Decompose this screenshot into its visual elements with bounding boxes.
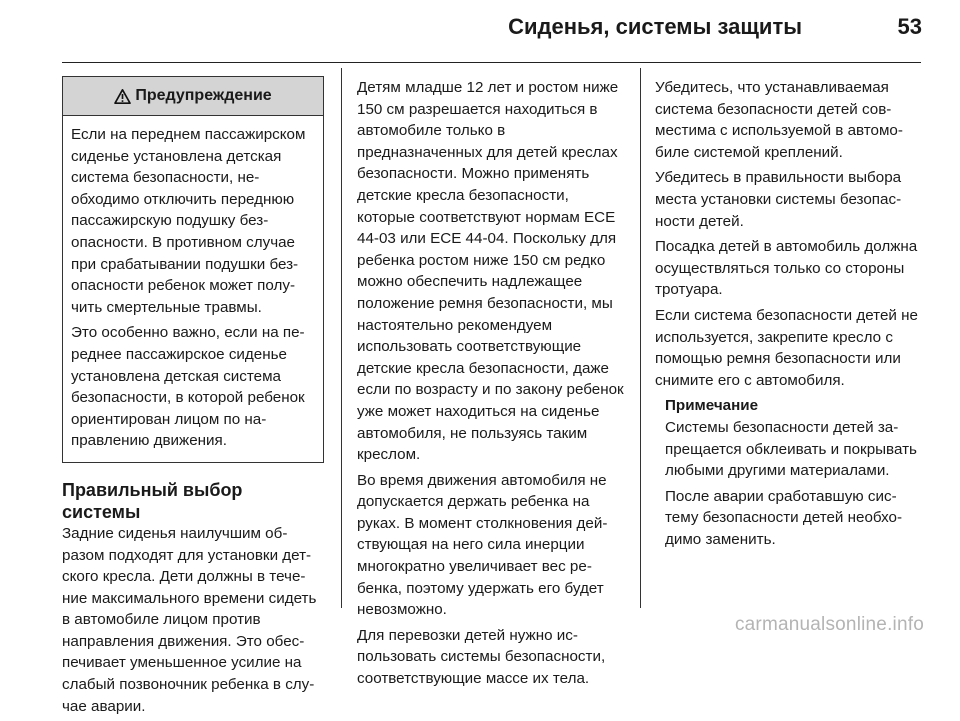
watermark: carmanualsonline.info xyxy=(734,614,924,635)
warning-header xyxy=(63,77,323,116)
section-intro-paragraph: Задние сиденья наилучшим образом подходят для установки детского кресла. Дети должны в течение максимального времени сидеть в автомобиле лицом против направления движения. Это обеспечивает уменьшенное усилие на слабый позвоночник ребенка в случае аварии. xyxy=(62,524,317,715)
body-paragraph: Во время движения автомобиля не допускается держать ребенка на руках. В момент столкновения действующая на него сила инерции многократно увеличивает вес ребенка, поэтому удержать его будет невозможно. xyxy=(357,471,608,619)
body-paragraph: Для перевозки детей нужно использовать системы безопасности, соответствующие массе их тела. xyxy=(357,626,606,688)
column-divider-1 xyxy=(341,68,342,608)
column-3 xyxy=(655,77,923,554)
header-divider xyxy=(62,62,921,63)
warning-paragraph: Это особенно важно, если на переднее пассажирское сиденье установлена детская система безопасности, в которой ребенок ориентирован лицом по направлению движения. xyxy=(71,324,305,450)
body-paragraph: Убедитесь в правильности выбора места установки системы безопасности детей. xyxy=(655,169,902,230)
column-1 xyxy=(62,76,324,721)
warning-paragraph: Если на переднем пассажирском сиденье установлена детская система безопасности, необходимо отключить переднюю пассажирскую подушку безопасности. В противном случае при срабатывании подушки безопасности ребенок может получить смертельные травмы. xyxy=(71,126,306,316)
body-paragraph: Если система безопасности детей не используется, закрепите кресло с помощью ремня безопасности или снимите его с автомобиля. xyxy=(655,306,918,389)
warning-triangle-icon xyxy=(114,89,131,104)
section-heading: Правильный выбор системы xyxy=(62,479,243,522)
page-number: 53 xyxy=(897,14,922,39)
note-block xyxy=(665,395,923,550)
body-paragraph: Посадка детей в автомобиль должна осуществляться только со стороны тротуара. xyxy=(655,238,918,299)
warning-box xyxy=(62,76,324,463)
page-header-title: Сиденья, системы защиты xyxy=(508,14,802,39)
body-paragraph: Убедитесь, что устанавливаемая система безопасности детей совместима с используемой в автомобиле системой креплений. xyxy=(655,79,903,161)
warning-body xyxy=(63,116,323,462)
warning-title: Предупреждение xyxy=(135,87,272,105)
column-divider-2 xyxy=(640,68,641,608)
column-2 xyxy=(357,77,625,694)
body-paragraph: Детям младше 12 лет и ростом ниже 150 см разрешается находиться в автомобиле только в предназначенных для детей креслах безопасности. Можно применять детские кресла безопасности, которые соответствуют нормам ЕСЕ 44-03 или ЕСЕ 44-04. Поскольку для ребенка ростом ниже 150 см редко можно обеспечить надлежащее положение ремня безопасности, мы настоятельно рекомендуем использовать соответствующие детские кресла безопасности, даже если по возрасту и по закону ребенок уже может находиться на сиденье автомобиля, не пользуясь таким креслом. xyxy=(357,79,624,464)
note-label: Примечание xyxy=(665,397,759,415)
note-paragraph: Системы безопасности детей запрещается обклеивать и покрывать любыми другими материалами. xyxy=(665,418,917,480)
note-paragraph: После аварии сработавшую систему безопасности детей необходимо заменить. xyxy=(665,487,903,548)
